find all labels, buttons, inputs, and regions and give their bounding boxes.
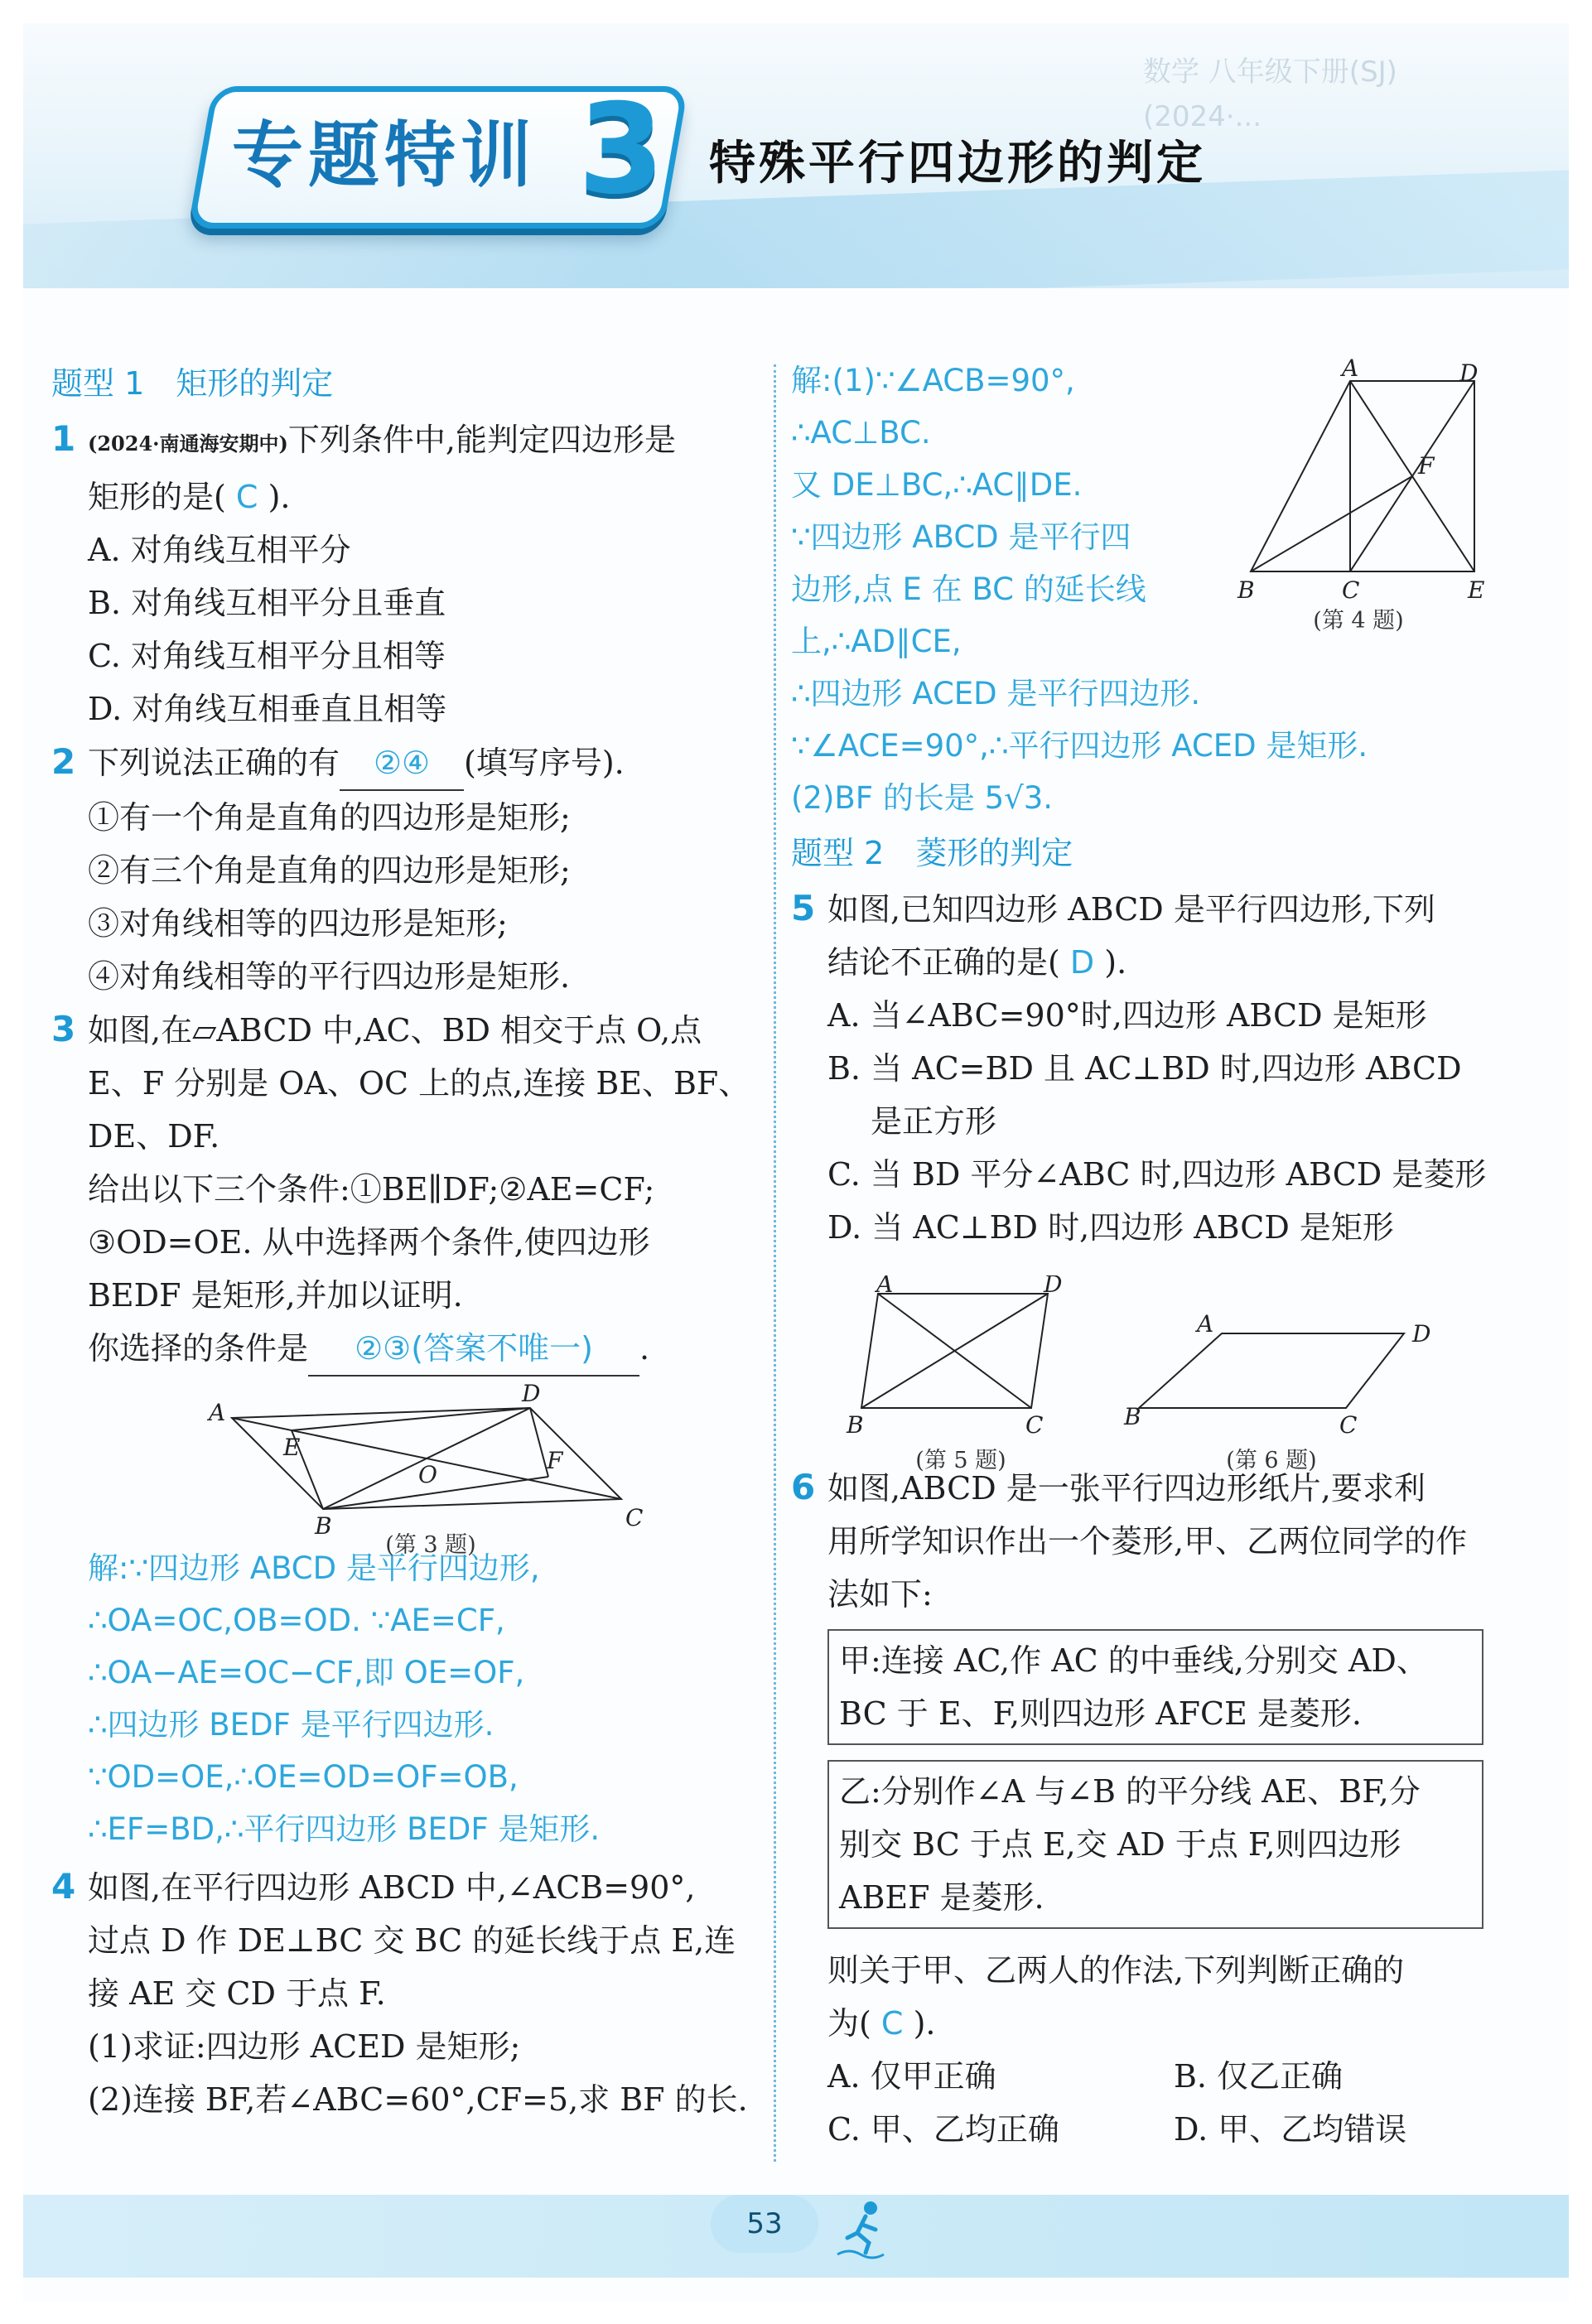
fig5-label: D bbox=[1044, 1275, 1063, 1298]
question-stem: 如图,已知四边形 ABCD 是平行四边形,下列 bbox=[827, 891, 1435, 928]
figure-caption: (第 6 题) bbox=[1226, 1448, 1317, 1473]
column-divider bbox=[774, 364, 776, 2162]
page-title: 特殊平行四边形的判定 bbox=[709, 137, 1206, 190]
question-stem: 矩形的是( bbox=[88, 479, 226, 515]
question-number: 6 bbox=[791, 1467, 816, 1507]
question-line: . bbox=[639, 1330, 650, 1367]
fig3-label: F bbox=[547, 1447, 563, 1474]
option: D. 当 AC⊥BD 时,四边形 ABCD 是矩形 bbox=[827, 1209, 1394, 1246]
page-number: 53 bbox=[711, 2195, 818, 2253]
question-line: 则关于甲、乙两人的作法,下列判断正确的 bbox=[827, 1952, 1405, 1989]
fig6-label: D bbox=[1412, 1320, 1431, 1348]
solution-line: ∴四边形 BEDF 是平行四边形. bbox=[88, 1707, 494, 1743]
question-4 bbox=[51, 1860, 764, 2126]
statement: ④对角线相等的平行四边形是矩形. bbox=[88, 958, 571, 995]
solution-line: 解:(1)∵∠ACB=90°, bbox=[791, 363, 1075, 398]
solution-line: ∵∠ACE=90°,∴平行四边形 ACED 是矩形. bbox=[791, 728, 1368, 764]
question-line: BEDF 是矩形,并加以证明. bbox=[88, 1277, 463, 1314]
option: D. 甲、乙均错误 bbox=[1174, 2111, 1407, 2148]
figure-4 bbox=[1234, 356, 1508, 638]
answer-choice: C bbox=[880, 2005, 904, 2042]
section-heading: 题型 2 菱形的判定 bbox=[791, 835, 1073, 871]
question-line: E、F 分别是 OA、OC 上的点,连接 BE、BF、 bbox=[88, 1065, 750, 1102]
question-number: 2 bbox=[51, 741, 76, 782]
option: D. 对角线互相垂直且相等 bbox=[88, 691, 447, 727]
fig5-label: A bbox=[876, 1275, 894, 1298]
solution-line: 解:∵四边形 ABCD 是平行四边形, bbox=[88, 1550, 540, 1586]
question-line: 如图,ABCD 是一张平行四边形纸片,要求利 bbox=[827, 1470, 1426, 1507]
fig3-label: B bbox=[315, 1512, 332, 1540]
box-line: 甲:连接 AC,作 AC 的中垂线,分别交 AD、 bbox=[839, 1642, 1428, 1679]
fig6-label: B bbox=[1124, 1403, 1141, 1430]
fig6-label: A bbox=[1197, 1310, 1214, 1338]
question-stem: ). bbox=[268, 479, 291, 515]
option: B. 仅乙正确 bbox=[1174, 2058, 1344, 2095]
ghost-line: 数学 八年级下册(SJ) bbox=[1143, 55, 1397, 89]
box-line: 乙:分别作∠A 与∠B 的平分线 AE、BF,分 bbox=[839, 1773, 1421, 1810]
question-line: 如图,在平行四边形 ABCD 中,∠ACB=90°, bbox=[88, 1869, 696, 1906]
fig5-label: B bbox=[847, 1411, 864, 1439]
fig4-label: F bbox=[1418, 452, 1435, 480]
solution-line: ∴四边形 ACED 是平行四边形. bbox=[791, 676, 1201, 711]
question-number: 1 bbox=[51, 418, 76, 459]
method-box-jia bbox=[827, 1629, 1483, 1745]
question-line: (1)求证:四边形 ACED 是矩形; bbox=[88, 2028, 521, 2065]
method-box-yi bbox=[827, 1760, 1483, 1929]
question-line: 用所学知识作出一个菱形,甲、乙两位同学的作 bbox=[827, 1523, 1468, 1560]
title-badge-text: 专题特训 bbox=[232, 114, 537, 197]
fig6-label: C bbox=[1339, 1411, 1358, 1439]
question-source: (2024·南通海安期中) bbox=[88, 432, 288, 456]
solution-line: ∴OA−AE=OC−CF,即 OE=OF, bbox=[88, 1655, 525, 1690]
option: B. 当 AC=BD 且 AC⊥BD 时,四边形 ABCD bbox=[827, 1050, 1462, 1087]
answer-choice: C bbox=[235, 479, 258, 515]
question-number: 5 bbox=[791, 888, 816, 928]
solution-line: 边形,点 E 在 BC 的延长线 bbox=[791, 571, 1146, 607]
option: A. 仅甲正确 bbox=[827, 2058, 996, 2095]
section-heading: 题型 1 矩形的判定 bbox=[51, 365, 334, 402]
figure-6 bbox=[1114, 1300, 1445, 1474]
option: C. 当 BD 平分∠ABC 时,四边形 ABCD 是菱形 bbox=[827, 1156, 1487, 1193]
question-line: 为( bbox=[827, 2005, 871, 2042]
question-line: 给出以下三个条件:①BE∥DF;②AE=CF; bbox=[88, 1171, 655, 1208]
question-line: 法如下: bbox=[827, 1576, 933, 1613]
answer-choice: D bbox=[1069, 944, 1095, 981]
box-line: BC 于 E、F,则四边形 AFCE 是菱形. bbox=[839, 1695, 1362, 1732]
figure-caption: (第 3 题) bbox=[385, 1532, 476, 1557]
option: 是正方形 bbox=[871, 1103, 997, 1140]
fig3-label: C bbox=[625, 1504, 644, 1531]
solution-line: ∵OD=OE,∴OE=OD=OF=OB, bbox=[88, 1759, 519, 1795]
solution-line: ∴OA=OC,OB=OD. ∵AE=CF, bbox=[88, 1603, 505, 1638]
answer-blank: ②④ bbox=[340, 736, 464, 791]
statement: ①有一个角是直角的四边形是矩形; bbox=[88, 799, 571, 836]
option: A. 当∠ABC=90°时,四边形 ABCD 是矩形 bbox=[827, 997, 1427, 1034]
option: C. 甲、乙均正确 bbox=[827, 2111, 1059, 2148]
box-line: ABEF 是菱形. bbox=[839, 1879, 1044, 1916]
option-row bbox=[791, 2050, 1520, 2103]
figure-caption: (第 4 题) bbox=[1313, 608, 1404, 634]
question-stem: 下列条件中,能判定四边形是 bbox=[287, 422, 676, 458]
question-stem: 下列说法正确的有 bbox=[88, 745, 340, 781]
fig4-label: A bbox=[1342, 356, 1359, 382]
solution-line: 又 DE⊥BC,∴AC∥DE. bbox=[791, 467, 1083, 503]
option: A. 对角线互相平分 bbox=[88, 532, 351, 568]
statement: ②有三个角是直角的四边形是矩形; bbox=[88, 852, 571, 889]
figure-3 bbox=[207, 1383, 654, 1557]
option: C. 对角线互相平分且相等 bbox=[88, 638, 446, 674]
fig3-label: D bbox=[522, 1383, 541, 1407]
question-stem: 结论不正确的是( bbox=[827, 944, 1060, 981]
figure-caption: (第 5 题) bbox=[915, 1448, 1006, 1473]
option: B. 对角线互相平分且垂直 bbox=[88, 585, 446, 621]
solution-line: 上,∴AD∥CE, bbox=[791, 624, 962, 659]
question-line: 你选择的条件是 bbox=[88, 1330, 309, 1367]
solution-line: ∵四边形 ABCD 是平行四 bbox=[791, 519, 1131, 555]
solution-line: ∴AC⊥BC. bbox=[791, 415, 931, 451]
fig5-label: C bbox=[1025, 1411, 1044, 1439]
left-column bbox=[51, 354, 764, 2126]
figure-5 bbox=[837, 1275, 1085, 1474]
box-line: 别交 BC 于点 E,交 AD 于点 F,则四边形 bbox=[839, 1826, 1401, 1863]
question-line: (2)连接 BF,若∠ABC=60°,CF=5,求 BF 的长. bbox=[88, 2081, 748, 2118]
ghost-line: (2024·... bbox=[1143, 100, 1262, 134]
fig3-label: O bbox=[418, 1461, 437, 1488]
fig4-label: B bbox=[1237, 576, 1255, 604]
question-line: 接 AE 交 CD 于点 F. bbox=[88, 1975, 386, 2012]
solution-line: (2)BF 的长是 5√3. bbox=[791, 780, 1054, 816]
question-number: 4 bbox=[51, 1866, 76, 1907]
question-line: ③OD=OE. 从中选择两个条件,使四边形 bbox=[88, 1224, 650, 1261]
question-line: 过点 D 作 DE⊥BC 交 BC 的延长线于点 E,连 bbox=[88, 1922, 736, 1959]
question-number: 3 bbox=[51, 1009, 76, 1049]
answer-blank: ②③(答案不唯一) bbox=[308, 1322, 639, 1377]
question-line: ). bbox=[913, 2005, 936, 2042]
question-6 bbox=[791, 1461, 1520, 2156]
statement: ③对角线相等的四边形是矩形; bbox=[88, 905, 508, 942]
title-number: 3 bbox=[577, 78, 665, 222]
fig3-label: E bbox=[283, 1434, 301, 1461]
question-line: 如图,在▱ABCD 中,AC、BD 相交于点 O,点 bbox=[88, 1012, 702, 1049]
question-stem: (填写序号). bbox=[464, 745, 625, 781]
fig4-label: E bbox=[1468, 576, 1485, 604]
question-1 bbox=[51, 412, 764, 735]
fig4-label: C bbox=[1342, 576, 1360, 604]
question-line: DE、DF. bbox=[88, 1118, 220, 1155]
question-stem: ). bbox=[1104, 944, 1127, 981]
runner-mascot-icon bbox=[832, 2195, 899, 2261]
fig4-label: D bbox=[1459, 359, 1479, 387]
option-row bbox=[791, 2103, 1520, 2156]
solution-line: ∴EF=BD,∴平行四边形 BEDF 是矩形. bbox=[88, 1811, 601, 1847]
fig3-label: A bbox=[209, 1399, 226, 1426]
question-2 bbox=[51, 735, 764, 1003]
